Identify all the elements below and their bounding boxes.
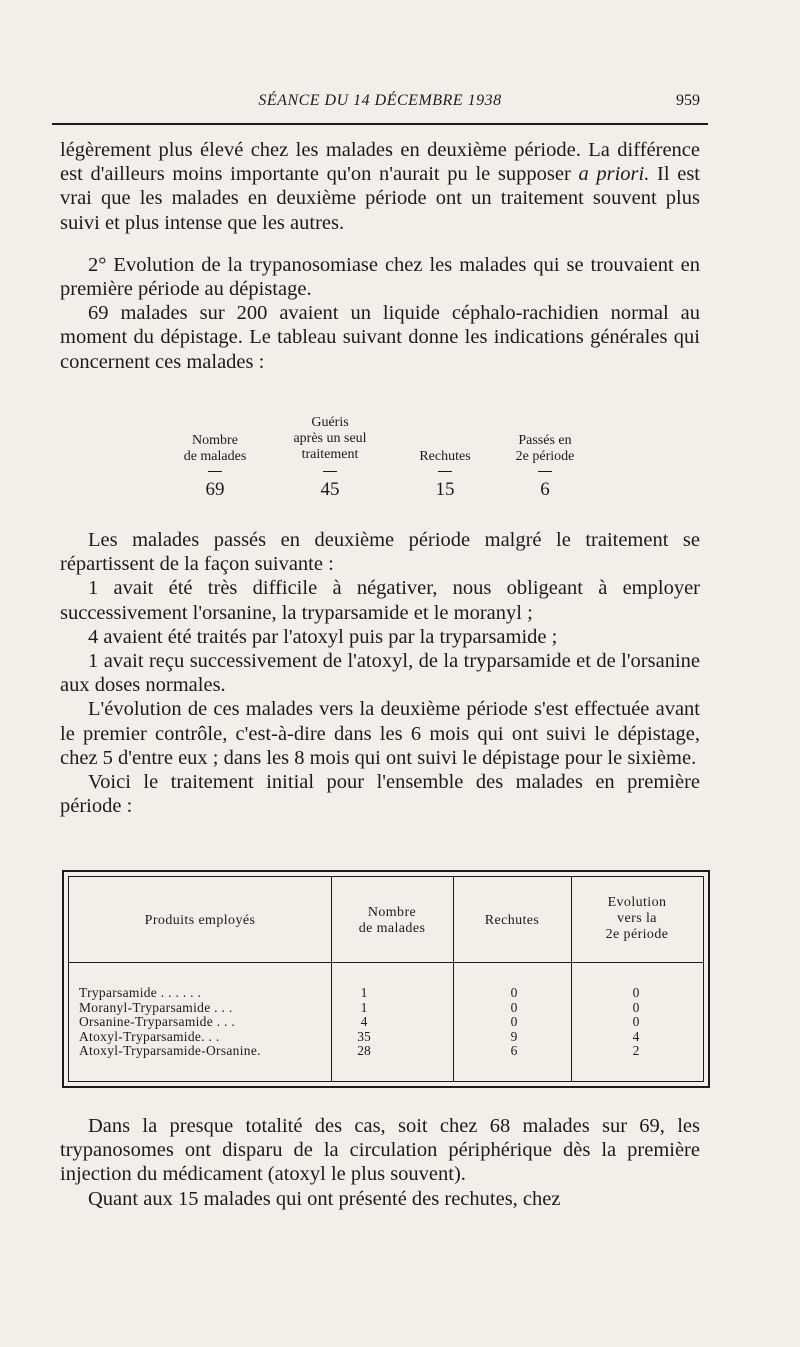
table-row-relapses: 6 bbox=[510, 1043, 518, 1058]
spacer bbox=[60, 235, 700, 253]
summary-col-second-period-line2: 2e période bbox=[515, 449, 575, 464]
table-row-product: Atoxyl-Tryparsamide. . . bbox=[79, 1028, 220, 1044]
header-rule bbox=[52, 123, 708, 125]
paragraph-1-text: légèrement plus élevé chez les malades en deuxième période. La différence est d'ailleurs moins importante qu'on n'aurait pu le supposer bbox=[60, 139, 700, 186]
lower-text bbox=[60, 1114, 700, 1211]
paragraph-6: 4 avaient été traités par l'atoxyl puis par la tryparsamide ; bbox=[88, 625, 558, 648]
header-evolution-line1: Evolution bbox=[607, 895, 667, 910]
header-count-line2: de malades bbox=[358, 921, 426, 936]
table-row-evolution: 0 bbox=[632, 999, 640, 1015]
header-count-line1: Nombre bbox=[367, 905, 417, 920]
paragraph-11: Quant aux 15 malades qui ont présenté des rechutes, chez bbox=[88, 1187, 561, 1210]
summary-col-cured-line1: Guéris bbox=[311, 415, 349, 430]
table-row-evolution: 0 bbox=[632, 1014, 640, 1029]
summary-col-count bbox=[160, 433, 270, 465]
count-column bbox=[339, 986, 389, 1059]
table-row-count: 4 bbox=[360, 1014, 368, 1029]
middle-text bbox=[60, 528, 700, 818]
summary-col-relapses-line1: Rechutes bbox=[419, 449, 471, 464]
table-row-product: Moranyl-Tryparsamide . . . bbox=[79, 999, 233, 1015]
paragraph-10: Dans la presque totalité des cas, soit chez 68 malades sur 69, les trypanosomes ont disparu de la circulation périphérique dès la première injection du médicament (atoxyl le plus souvent). bbox=[60, 1115, 700, 1186]
summary-col-second-period-line1: Passés en bbox=[518, 433, 572, 448]
summary-col-second-period bbox=[490, 433, 600, 465]
summary-dash bbox=[208, 471, 222, 472]
header-divider bbox=[69, 962, 703, 963]
table-row-evolution: 0 bbox=[632, 985, 640, 1000]
paragraph-1 bbox=[60, 138, 700, 235]
products-column bbox=[79, 986, 329, 1059]
header-evolution-line2: vers la bbox=[617, 911, 657, 926]
header-products: Produits employés bbox=[144, 913, 256, 928]
table-row-product: Atoxyl-Tryparsamide-Orsanine. bbox=[79, 1043, 261, 1058]
evolution-column bbox=[611, 986, 661, 1059]
table-row-relapses: 9 bbox=[510, 1028, 518, 1044]
paragraph-9: Voici le traitement initial pour l'ensemble des malades en première période : bbox=[60, 771, 700, 818]
summary-value-second-period: 6 bbox=[540, 479, 550, 500]
header-relapses: Rechutes bbox=[484, 913, 540, 928]
paragraph-3: 69 malades sur 200 avaient un liquide céphalo-rachidien normal au moment du dépistage. Le tableau suivant donne les indications générales qui concernent ces malades : bbox=[60, 302, 700, 373]
summary-dash bbox=[438, 471, 452, 472]
summary-col-count-line1: Nombre bbox=[192, 433, 238, 448]
table-row-product: Orsanine-Tryparsamide . . . bbox=[79, 1014, 236, 1029]
table-row-relapses: 0 bbox=[510, 999, 518, 1015]
running-head bbox=[60, 92, 700, 114]
summary-col-cured-line3: traitement bbox=[301, 447, 359, 462]
treatment-table bbox=[62, 870, 710, 1088]
table-row-relapses: 0 bbox=[510, 1014, 518, 1029]
table-row-count: 1 bbox=[360, 985, 368, 1000]
page-number: 959 bbox=[676, 92, 700, 109]
table-row-relapses: 0 bbox=[510, 985, 518, 1000]
summary-col-count-line2: de malades bbox=[183, 449, 247, 464]
summary-value-relapses: 15 bbox=[435, 479, 455, 500]
table-row-evolution: 4 bbox=[632, 1028, 640, 1044]
paragraph-8: L'évolution de ces malades vers la deuxième période s'est effectuée avant le premier contrôle, c'est-à-dire dans les 6 mois qui ont suivi le dépistage, chez 5 d'entre eux ; dans les 8 mois qui ont suivi le dépistage pour le sixième. bbox=[60, 698, 700, 769]
paragraph-4: Les malades passés en deuxième période malgré le traitement se répartissent de la façon suivante : bbox=[60, 529, 700, 576]
summary-col-relapses bbox=[400, 449, 490, 465]
summary-table bbox=[160, 413, 600, 513]
running-title: SÉANCE DU 14 DÉCEMBRE 1938 bbox=[258, 92, 502, 109]
summary-dash bbox=[323, 471, 337, 472]
summary-col-cured bbox=[270, 415, 390, 463]
table-row-evolution: 2 bbox=[632, 1043, 640, 1058]
paragraph-7: 1 avait reçu successivement de l'atoxyl, de la tryparsamide et de l'orsanine aux doses normales. bbox=[60, 650, 700, 697]
treatment-table-inner bbox=[68, 876, 704, 1082]
relapses-column bbox=[489, 986, 539, 1059]
table-row-count: 28 bbox=[357, 1043, 371, 1058]
summary-dash bbox=[538, 471, 552, 472]
table-row-count: 1 bbox=[360, 999, 368, 1015]
paragraph-1-italic: a priori. bbox=[578, 163, 650, 186]
column-divider bbox=[453, 877, 454, 1081]
table-row-count: 35 bbox=[357, 1028, 371, 1044]
header-evolution bbox=[571, 895, 703, 943]
header-count bbox=[331, 905, 453, 937]
table-row-product: Tryparsamide . . . . . . bbox=[79, 985, 202, 1000]
header-evolution-line3: 2e période bbox=[605, 927, 669, 942]
paragraph-2: 2° Evolution de la trypanosomiase chez les malades qui se trouvaient en première période au dépistage. bbox=[60, 253, 700, 301]
paragraph-1-end: Il est vrai que les malades en deuxième période ont un traitement souvent plus suivi et plus intense que les autres. bbox=[60, 163, 700, 234]
summary-col-cured-line2: après un seul bbox=[293, 431, 367, 446]
upper-text bbox=[60, 138, 700, 374]
summary-value-count: 69 bbox=[205, 479, 225, 500]
summary-value-cured: 45 bbox=[320, 479, 340, 500]
paragraph-5: 1 avait été très difficile à négativer, nous obligeant à employer successivement l'orsanine, la tryparsamide et le moranyl ; bbox=[60, 577, 700, 624]
